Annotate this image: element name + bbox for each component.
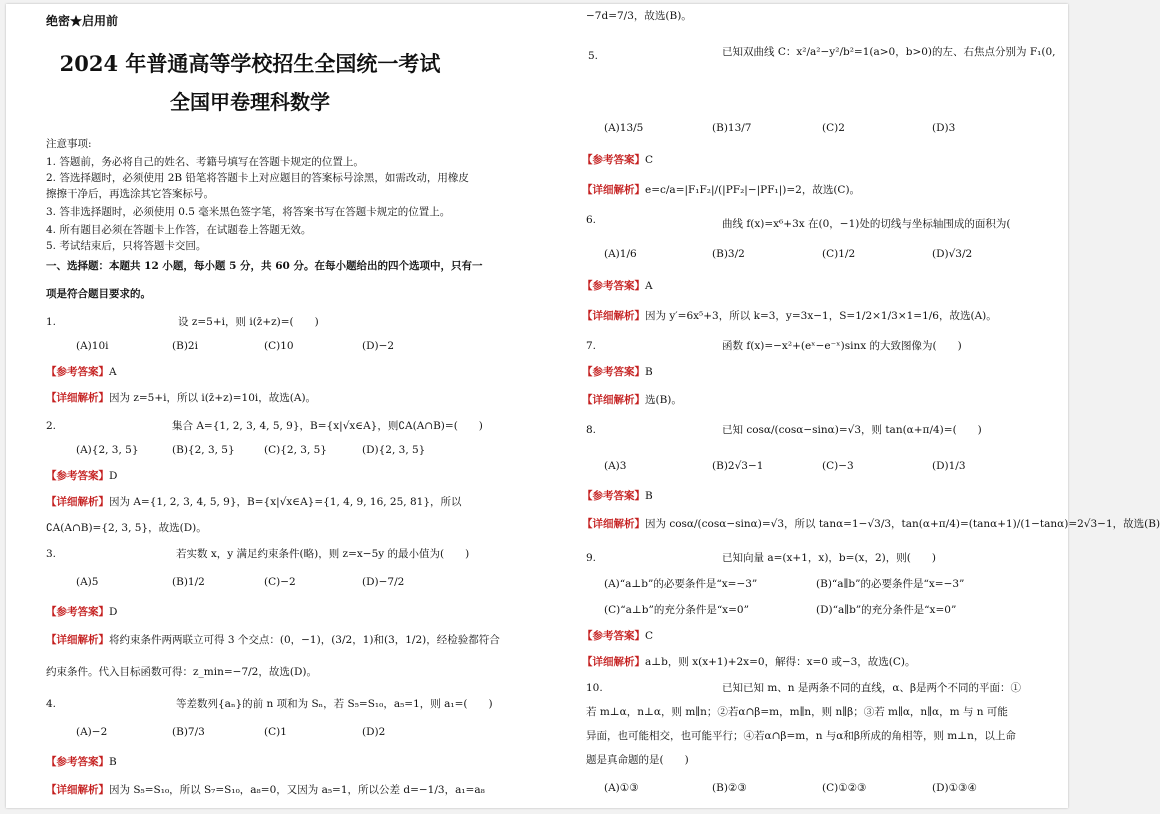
question-stem: 已知双曲线 C：x²/a²−y²/b²=1(a>0，b>0)的左、右焦点分别为 F₁(0, [722,46,1056,58]
question-number: 9. [586,552,597,564]
question-stem-cont: 题是真命题的是( ) [586,754,689,766]
explanation-label: 【详细解析】 [582,184,645,196]
question-stem: 曲线 f(x)=x⁶+3x 在(0，−1)处的切线与坐标轴围成的面积为( [722,218,1011,230]
explanation-label: 【详细解析】 [46,496,109,508]
notice-line: 1. 答题前，务必将自己的姓名、考籍号填写在答题卡规定的位置上。 [46,156,364,168]
exam-subtitle: 全国甲卷理科数学 [170,90,330,114]
explanation-row [582,656,916,669]
question-stem-cont: 若 m⊥α，n⊥α，则 m∥n；②若α∩β=m，m∥n，则 n∥β；③若 m∥α，n∥α，m 与 n 可能 [586,706,1008,718]
option-b: (B)13/7 [712,122,752,134]
option-a: (A){2, 3, 5} [76,444,139,456]
answer-row [46,606,117,619]
option-c: (C){2, 3, 5} [264,444,327,456]
option-b: (B)“a∥b”的必要条件是“x=−3” [816,578,965,590]
option-b: (B){2, 3, 5} [172,444,235,456]
notice-heading: 注意事项: [46,138,92,150]
option-d: (D)−7/2 [362,576,405,588]
answer-label: 【参考答案】 [582,280,645,292]
answer-value: C [645,154,654,166]
option-c: (C)“a⊥b”的充分条件是“x=0” [604,604,749,616]
explanation-text: 因为 z=5+i，所以 i(z̄+z)=10i，故选(A)。 [109,392,317,404]
right-column [582,4,1160,808]
option-a: (A)3 [604,460,627,472]
option-c: (C)2 [822,122,845,134]
notice-line: 2. 答选择题时，必须使用 2B 铅笔将答题卡上对应题目的答案标号涂黑，如需改动，用橡皮 [46,172,469,184]
notice-line: 4. 所有题目必须在答题卡上作答，在试题卷上答题无效。 [46,224,312,236]
answer-label: 【参考答案】 [582,630,645,642]
explanation-text: a⊥b，则 x(x+1)+2x=0，解得：x=0 或−3，故选(C)。 [645,656,916,668]
option-c: (C)−3 [822,460,854,472]
answer-value: A [645,280,653,292]
explanation-text: 因为 A={1, 2, 3, 4, 5, 9}，B={x|√x∈A}={1, 4, 9, 16, 25, 81}，所以 [109,496,462,508]
option-a: (A)1/6 [604,248,637,260]
notice-line: 5. 考试结束后，只将答题卡交回。 [46,240,207,252]
confidential-tag: 绝密★启用前 [46,14,119,28]
question-number: 10. [586,682,603,694]
explanation-label: 【详细解析】 [582,656,645,668]
continued-text: −7d=7/3，故选(B)。 [586,10,692,22]
question-stem: 等差数列{aₙ}的前 n 项和为 Sₙ，若 S₅=S₁₀，a₅=1，则 a₁=( ) [176,698,493,710]
answer-label: 【参考答案】 [46,606,109,618]
question-number: 8. [586,424,597,436]
option-c: (C)10 [264,340,294,352]
answer-value: C [645,630,654,642]
option-c: (C)−2 [264,576,296,588]
explanation-text: 因为 S₅=S₁₀，所以 S₇=S₁₀，a₈=0，又因为 a₅=1，所以公差 d=−1/3，a₁=a₈ [109,784,485,796]
answer-row [582,366,653,379]
left-column [46,4,500,808]
option-a: (A)5 [76,576,99,588]
explanation-row [46,784,485,797]
question-stem: 已知 cosα/(cosα−sinα)=√3，则 tan(α+π/4)=( ) [722,424,982,436]
section-heading: 一、选择题：本题共 12 小题，每小题 5 分，共 60 分。在每小题给出的四个选项中，只有一 [46,260,483,272]
explanation-row [46,634,500,647]
explanation-text: 将约束条件两两联立可得 3 个交点：(0，−1)，(3/2，1)和(3，1/2)，经检验都符合 [109,634,500,646]
question-number: 3. [46,548,57,560]
option-d: (D)1/3 [932,460,966,472]
option-b: (B)3/2 [712,248,745,260]
option-b: (B)②③ [712,782,747,794]
explanation-row [582,310,997,323]
exam-page [6,4,1160,808]
answer-value: D [109,606,118,618]
option-d: (D)“a∥b”的充分条件是“x=0” [816,604,957,616]
answer-value: B [109,756,117,768]
explanation-label: 【详细解析】 [46,784,109,796]
answer-row [582,154,653,167]
explanation-row [46,496,462,509]
answer-value: B [645,490,653,502]
explanation-text: 因为 cosα/(cosα−sinα)=√3，所以 tanα=1−√3/3，tan(α+π/4)=(tanα+1)/(1−tanα)=2√3−1，故选(B) [645,518,1160,530]
answer-row [582,280,653,293]
answer-row [582,630,653,643]
option-c: (C)1 [264,726,287,738]
explanation-label: 【详细解析】 [582,518,645,530]
question-stem: 已知已知 m、n 是两条不同的直线，α、β是两个不同的平面：① [722,682,1022,694]
answer-row [46,366,117,379]
question-number: 4. [46,698,57,710]
answer-label: 【参考答案】 [582,490,645,502]
answer-label: 【参考答案】 [46,756,109,768]
question-stem: 已知向量 a=(x+1，x)，b=(x，2)，则( ) [722,552,936,564]
answer-row [582,490,653,503]
question-number: 1. [46,316,57,328]
explanation-text: 因为 y′=6x⁵+3，所以 k=3，y=3x−1，S=1/2×1/3×1=1/6，故选(A)。 [645,310,997,322]
explanation-row [582,184,860,197]
option-a: (A)−2 [76,726,108,738]
notice-line: 擦擦干净后，再选涂其它答案标号。 [46,188,214,200]
option-b: (B)2i [172,340,198,352]
question-number: 7. [586,340,597,352]
option-a: (A)13/5 [604,122,644,134]
question-stem: 函数 f(x)=−x²+(eˣ−e⁻ˣ)sinx 的大致图像为( ) [722,340,962,352]
option-b: (B)1/2 [172,576,205,588]
question-stem: 设 z=5+i，则 i(z̄+z)=( ) [178,316,319,328]
question-number: 2. [46,420,57,432]
answer-row [46,756,117,769]
option-c: (C)①②③ [822,782,867,794]
notice-line: 3. 答非选择题时，必须使用 0.5 毫米黑色签字笔，将答案书写在答题卡规定的位置上。 [46,206,451,218]
option-a: (A)10i [76,340,109,352]
question-stem-cont: 异面，也可能相交，也可能平行；④若α∩β=m，n 与α和β所成的角相等，则 m⊥n，以上命 [586,730,1016,742]
answer-row [46,470,117,483]
explanation-text-cont: 约束条件。代入目标函数可得：z_min=−7/2，故选(D)。 [46,666,317,678]
explanation-text: e=c/a=|F₁F₂|/(|PF₂|−|PF₁|)=2，故选(C)。 [645,184,861,196]
explanation-label: 【详细解析】 [46,634,109,646]
question-number: 5. [588,50,599,62]
question-stem: 集合 A={1, 2, 3, 4, 5, 9}，B={x|√x∈A}，则∁A(A∩B)=( ) [172,420,483,432]
option-d: (D)3 [932,122,956,134]
option-a: (A)①③ [604,782,639,794]
explanation-text: 选(B)。 [645,394,682,406]
question-number: 6. [586,214,597,226]
explanation-row [582,394,682,407]
question-stem: 若实数 x，y 满足约束条件(略)，则 z=x−5y 的最小值为( ) [176,548,470,560]
option-c: (C)1/2 [822,248,856,260]
option-d: (D)2 [362,726,386,738]
answer-label: 【参考答案】 [582,154,645,166]
explanation-label: 【详细解析】 [46,392,109,404]
explanation-text-cont: ∁A(A∩B)={2, 3, 5}，故选(D)。 [46,522,207,534]
answer-label: 【参考答案】 [46,470,109,482]
option-d: (D)−2 [362,340,395,352]
exam-title: 2024 年普通高等学校招生全国统一考试 [59,51,441,76]
option-a: (A)“a⊥b”的必要条件是“x=−3” [604,578,758,590]
option-d: (D)①③④ [932,782,977,794]
explanation-label: 【详细解析】 [582,394,645,406]
answer-label: 【参考答案】 [46,366,109,378]
option-d: (D)√3/2 [932,248,973,260]
answer-value: D [109,470,118,482]
option-b: (B)2√3−1 [712,460,764,472]
answer-label: 【参考答案】 [582,366,645,378]
option-b: (B)7/3 [172,726,205,738]
option-d: (D){2, 3, 5} [362,444,426,456]
answer-value: A [109,366,117,378]
explanation-row [46,392,316,405]
section-heading-cont: 项是符合题目要求的。 [46,288,151,300]
explanation-row [582,518,1160,531]
answer-value: B [645,366,653,378]
explanation-label: 【详细解析】 [582,310,645,322]
